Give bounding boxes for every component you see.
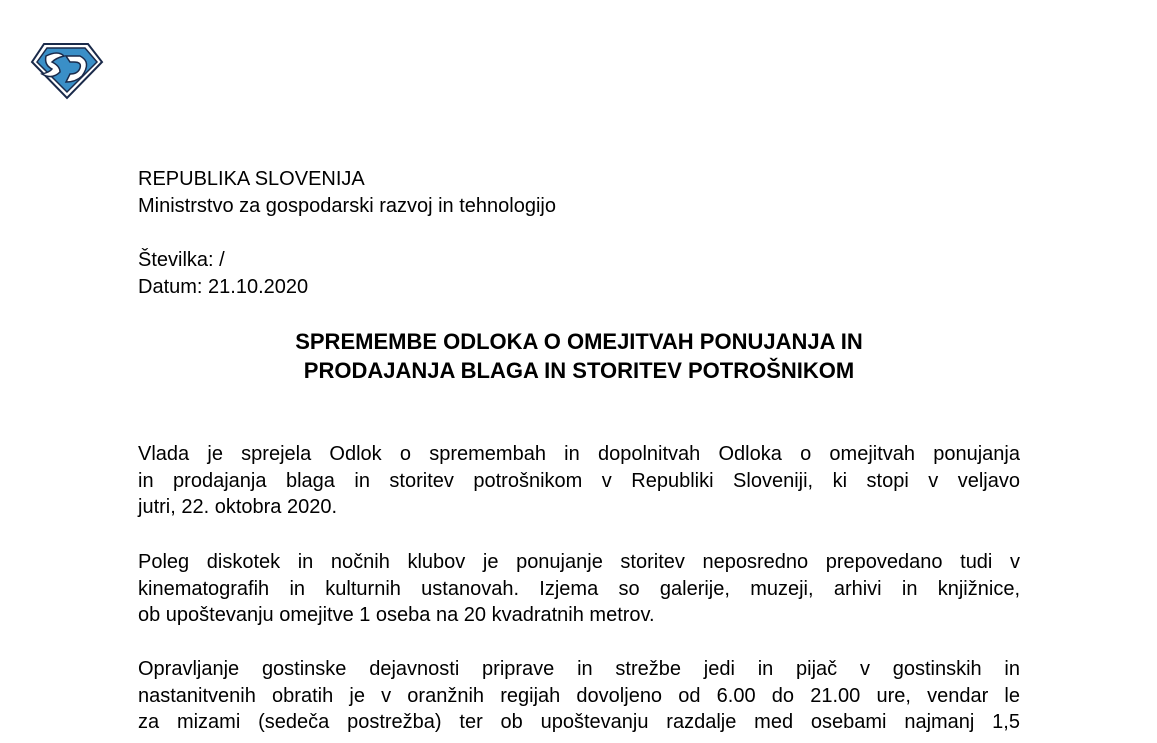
document-date: Datum: 21.10.2020 <box>138 276 309 298</box>
paragraph-line: in prodajanja blaga in storitev potrošnikom v Republiki Sloveniji, ki stopi v veljavo <box>138 469 1020 492</box>
paragraph-line: Poleg diskotek in nočnih klubov je ponujanje storitev neposredno prepovedano tudi v <box>138 551 1020 573</box>
title-line-2: PRODAJANJA BLAGA IN STORITEV POTROŠNIKOM <box>303 358 855 383</box>
paragraph-2 <box>138 549 1020 629</box>
document-title <box>138 327 1020 385</box>
letterhead <box>138 166 556 301</box>
paragraph-line: jutri, 22. oktobra 2020. <box>138 496 338 518</box>
paragraph-line: Opravljanje gostinske dejavnosti priprave in strežbe jedi in pijač v gostinskih in <box>138 658 1020 680</box>
paragraph-1 <box>138 441 1020 521</box>
title-line-1: SPREMEMBE ODLOKA O OMEJITVAH PONUJANJA IN <box>295 329 863 354</box>
document-number: Številka: / <box>138 249 225 271</box>
ministry-name: Ministrstvo za gospodarski razvoj in tehnologijo <box>138 195 556 217</box>
paragraph-line: kinematografih in kulturnih ustanovah. Izjema so galerije, muzeji, arhivi in knjižnice, <box>138 577 1020 600</box>
paragraph-3 <box>138 656 1020 736</box>
paragraph-line: Vlada je sprejela Odlok o spremembah in dopolnitvah Odloka o omejitvah ponujanja <box>138 443 1020 465</box>
logo-icon <box>30 40 104 100</box>
paragraph-line: za mizami (sedeča postrežba) ter ob upoštevanju razdalje med osebami najmanj 1,5 <box>138 711 1020 733</box>
paragraph-line: nastanitvenih obratih je v oranžnih regijah dovoljeno od 6.00 do 21.00 ure, vendar le <box>138 684 1020 707</box>
paragraph-line: ob upoštevanju omejitve 1 oseba na 20 kvadratnih metrov. <box>138 604 655 626</box>
country-name: REPUBLIKA SLOVENIJA <box>138 168 365 190</box>
